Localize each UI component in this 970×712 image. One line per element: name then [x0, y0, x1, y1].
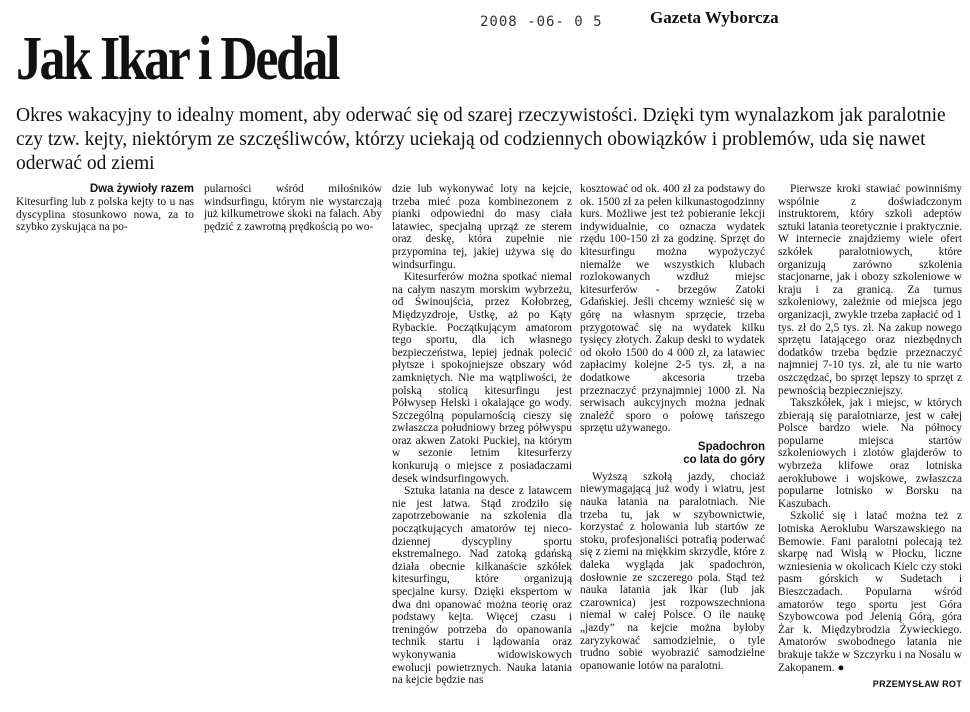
paragraph: Pierwsze kroki stawiać powinniśmy wspólnie z doświadczonym instruktorem, który szkoli adeptów sztuki latania teoretycznie i praktycznie. W internecie znajdziemy wiele ofert szkółek paralotniowych, które organizują zarówno szkolenia stacjonarne, jak i obozy szkoleniowe w kraju i za granicą. Za turnus szkoleniowy, zależnie od miejsca jego organizacji, zwykle trzeba zapłacić od 1 tys. zł do 2,5 tys. zł. Na zakup nowego sprzętu latającego oraz niezbędnych dodatków trzeba będzie przeznaczyć najmniej 7-10 tys. zł, ale tu nie warto oszczędzać, bo sprzęt lepszy to sprzęt z pewnością bezpieczniejszy.: [778, 183, 962, 397]
column-5: [778, 183, 962, 691]
article-lead: Okres wakacyjny to idealny moment, aby oderwać się od szarej rzeczywistości. Dzięki tym wynalazkom jak paralotnie czy tzw. kejty, niektórym ze szczęśliwców, którzy uciekają od codziennych obowiązków i problemów, uda się nawet oderwać od ziemi: [16, 105, 946, 174]
newspaper-name: Gazeta Wyborcza: [650, 8, 779, 27]
column-1: [16, 183, 194, 234]
received-date-stamp: 2008 -06- 0 5: [480, 14, 603, 30]
paragraph: kosztować od ok. 400 zł za podstawy do ok. 1500 zł za pełen kilkunastogodzinny kurs. Możliwe jest też pobieranie lekcji indywidualnie, co oznacza wydatek rzędu 100-150 zł za godzinę. Sprzęt do kitesurfingu można wypożyczyć niemalże we wszystkich klubach rozlokowanych wzdłuż miejsc kitesurferów - brzegów Zatoki Gdańskiej. Jeśli chcemy wznieść się w górę na własnym sprzęcie, trzeba przygotować się na wydatek kilku tysięcy złotych. Zakup deski to wydatek od około 1500 do 4 000 zł, za latawiec zapłacimy kolejne 2-5 tys. zł, a na dodatkowe akcesoria trzeba przeznaczyć przynajmniej 1000 zł. Na serwisach aukcyjnych można jednak znaleźć sporo o połowę tańszego sprzętu używanego.: [580, 183, 765, 435]
paragraph: Sztuka latania na desce z latawcem nie jest łatwa. Stąd zrodziło się zapotrzebowanie na szkolenia dla początkujących amatorów tej nieco-dziennej dyscypliny sportu ekstremalnego. Nad zatoką gdańską działa obecnie kilkanaście szkółek kitesurfingu, które organizują specjalne kursy. Dzięki ekspertom w dwa dni opanować można teorię oraz podstawy kejta. Więcej czasu i treningów potrzeba do opanowania technik startu i lądowania oraz wykonywania widowiskowych ewolucji powietrznych. Nauka latania na kejcie będzie nas: [392, 485, 572, 687]
column-2: [204, 183, 382, 233]
article-headline: Jak Ikar i Dedal: [16, 25, 338, 93]
paragraph: Szkolić się i latać można też z lotniska Aeroklubu Warszawskiego na Bemowie. Fani paralotni polecają też skarpę nad Wisłą w Płocku, liczne wzniesienia w okolicach Kielc czy stoki pasm górskich w Sudetach i Bieszczadach. Popularna wśród amatorów tego sportu jest Góra Szybowcowa pod Jelenią Górą, góra Żar k. Międzybrodzia Żywieckiego. Amatorów swobodnego latania nie brakuje także w Szczyrku i na Nosalu w Zakopanem. ●: [778, 510, 962, 674]
section-title-line: Spadochron: [697, 440, 765, 453]
column-4: [580, 183, 765, 672]
section-title-dwa-zywioly: Dwa żywioły razem: [89, 183, 194, 195]
section-title-spadochron: [580, 441, 765, 467]
paragraph: Kitesurferów można spotkać niemal na całym naszym morskim wybrzeżu, od Świnoujścia, przez Kołobrzeg, Międzyzdroje, Ustkę, aż po Kąty Rybackie. Początkującym amatorom tego sportu, dla ich własnego bezpieczeństwa, lepiej jednak polecić płytsze i spokojniejsze obszary wód zamkniętych. Nie ma wątpliwości, że polską stolicą kitesurfingu jest Półwysep Helski i okalające go wody. Szczególną popularnością cieszy się zwłaszcza południowy brzeg półwyspu oraz akwen Zatoki Puckiej, na którym w sezonie letnim kitesurferzy konkurują o miejsce z posiadaczami desek windsurfingowych.: [392, 271, 572, 485]
paragraph: Kitesurfing lub z polska kejty to u nas dyscyplina stosunkowo nowa, za to szybko zyskująca na po-: [16, 196, 194, 234]
paragraph: Wyższą szkołą jazdy, chociaż niewymagającą już wody i wiatru, jest nauka latania na paralotniach. Nie trzeba tu, jak w szybownictwie, korzystać z holowania lub startów ze stoku, profesjonaliści potrafią poderwać się z ziemi na miękkim skrzydle, które z daleka wygląda jak spadochron, dosłownie ze szczerego pola. Stąd też nauka latania jak Ikar (lub jak czarownica) jest rozpowszechniona niemal w całej Polsce. O ile naukę „jazdy” na kejcie można byłoby zaryzykować samodzielnie, o tyle trudno sobie wyobrazić samodzielne opanowanie lotów na paralotni.: [580, 470, 765, 672]
section-title-line: co lata do góry: [683, 453, 765, 466]
author-signature: PRZEMYSŁAW ROT: [872, 679, 962, 690]
paragraph: pularności wśród miłośników windsurfingu, którym nie wystarczają już kilkumetrowe skoki na falach. Aby pędzić z zawrotną prędkością po wo-: [204, 183, 382, 233]
article-body: [0, 183, 970, 708]
paragraph: Takszkółek, jak i miejsc, w których zbierają się paralotniarze, jest w całej Polsce bardzo wiele. Na północy popularne miejsca startów szkoleniowych i zlotów glajderów to wybrzeża klifowe oraz lotniska aeroklubowe i wojskowe, zwłaszcza popularne lotnisko w Borsku na Kaszubach.: [778, 397, 962, 510]
column-3: [392, 183, 572, 687]
paragraph: dzie lub wykonywać loty na kejcie, trzeba mieć poza kombinezonem z pianki odpowiedni do masy ciała latawiec, specjalną uprząż ze sterem oraz deskę, która zupełnie nie przypomina tej, jakiej używa się do windsurfingu.: [392, 183, 572, 271]
